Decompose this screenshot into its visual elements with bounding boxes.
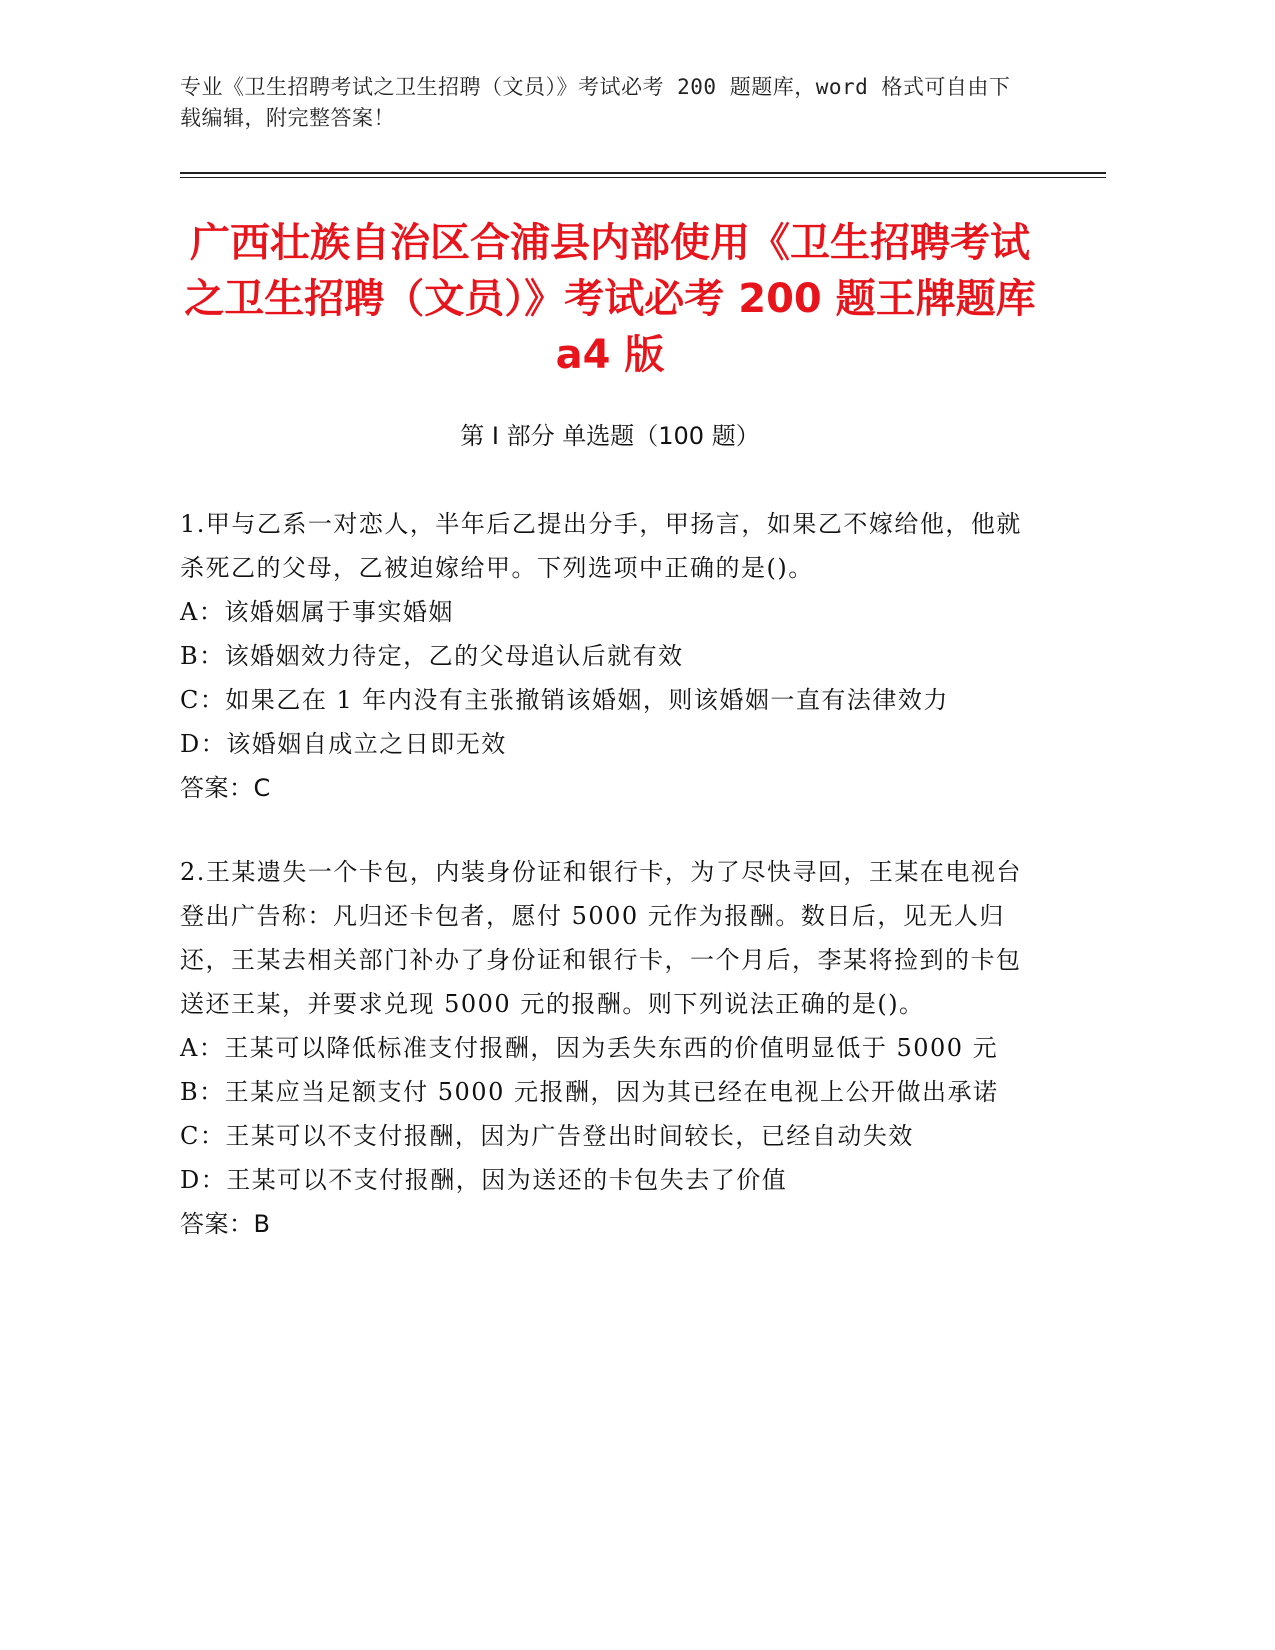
- option-a: A：该婚姻属于事实婚姻: [180, 598, 454, 626]
- document-title: 广西壮族自治区合浦县内部使用《卫生招聘考试之卫生招聘（文员）》考试必考 200 题王牌题库 a4 版: [184, 220, 1036, 378]
- option-c: C：如果乙在 1 年内没有主张撤销该婚姻，则该婚姻一直有法律效力: [180, 686, 949, 714]
- option-b: B：王某应当足额支付 5000 元报酬，因为其已经在电视上公开做出承诺: [180, 1078, 999, 1106]
- answer: 答案：C: [180, 774, 271, 802]
- option-b: B：该婚姻效力待定，乙的父母追认后就有效: [180, 642, 684, 670]
- option-a: A：王某可以降低标准支付报酬，因为丢失东西的价值明显低于 5000 元: [180, 1034, 999, 1062]
- section-heading: 第 I 部分 单选题（100 题）: [460, 422, 760, 450]
- header-divider-thin: [180, 177, 1106, 178]
- header-note: 专业《卫生招聘考试之卫生招聘（文员）》考试必考 200 题题库，word 格式可自由下载编辑，附完整答案！: [180, 75, 1011, 130]
- option-d: D：王某可以不支付报酬，因为送还的卡包失去了价值: [180, 1166, 788, 1194]
- option-d: D：该婚姻自成立之日即无效: [180, 730, 507, 758]
- question-2: [180, 850, 1030, 1246]
- option-c: C：王某可以不支付报酬，因为广告登出时间较长，已经自动失效: [180, 1122, 914, 1150]
- question-1: [180, 502, 1030, 810]
- answer: 答案：B: [180, 1210, 271, 1238]
- question-stem: 2.王某遗失一个卡包，内装身份证和银行卡，为了尽快寻回，王某在电视台登出广告称：凡归还卡包者，愿付 5000 元作为报酬。数日后，见无人归还，王某去相关部门补办了身份证和银行卡，一个月后，李某将捡到的卡包送还王某，并要求兑现 5000 元的报酬。则下列说法正确的是()。: [180, 858, 1022, 1018]
- question-stem: 1.甲与乙系一对恋人，半年后乙提出分手，甲扬言，如果乙不嫁给他，他就杀死乙的父母，乙被迫嫁给甲。下列选项中正确的是()。: [180, 510, 1022, 582]
- header-divider-thick: [180, 172, 1106, 174]
